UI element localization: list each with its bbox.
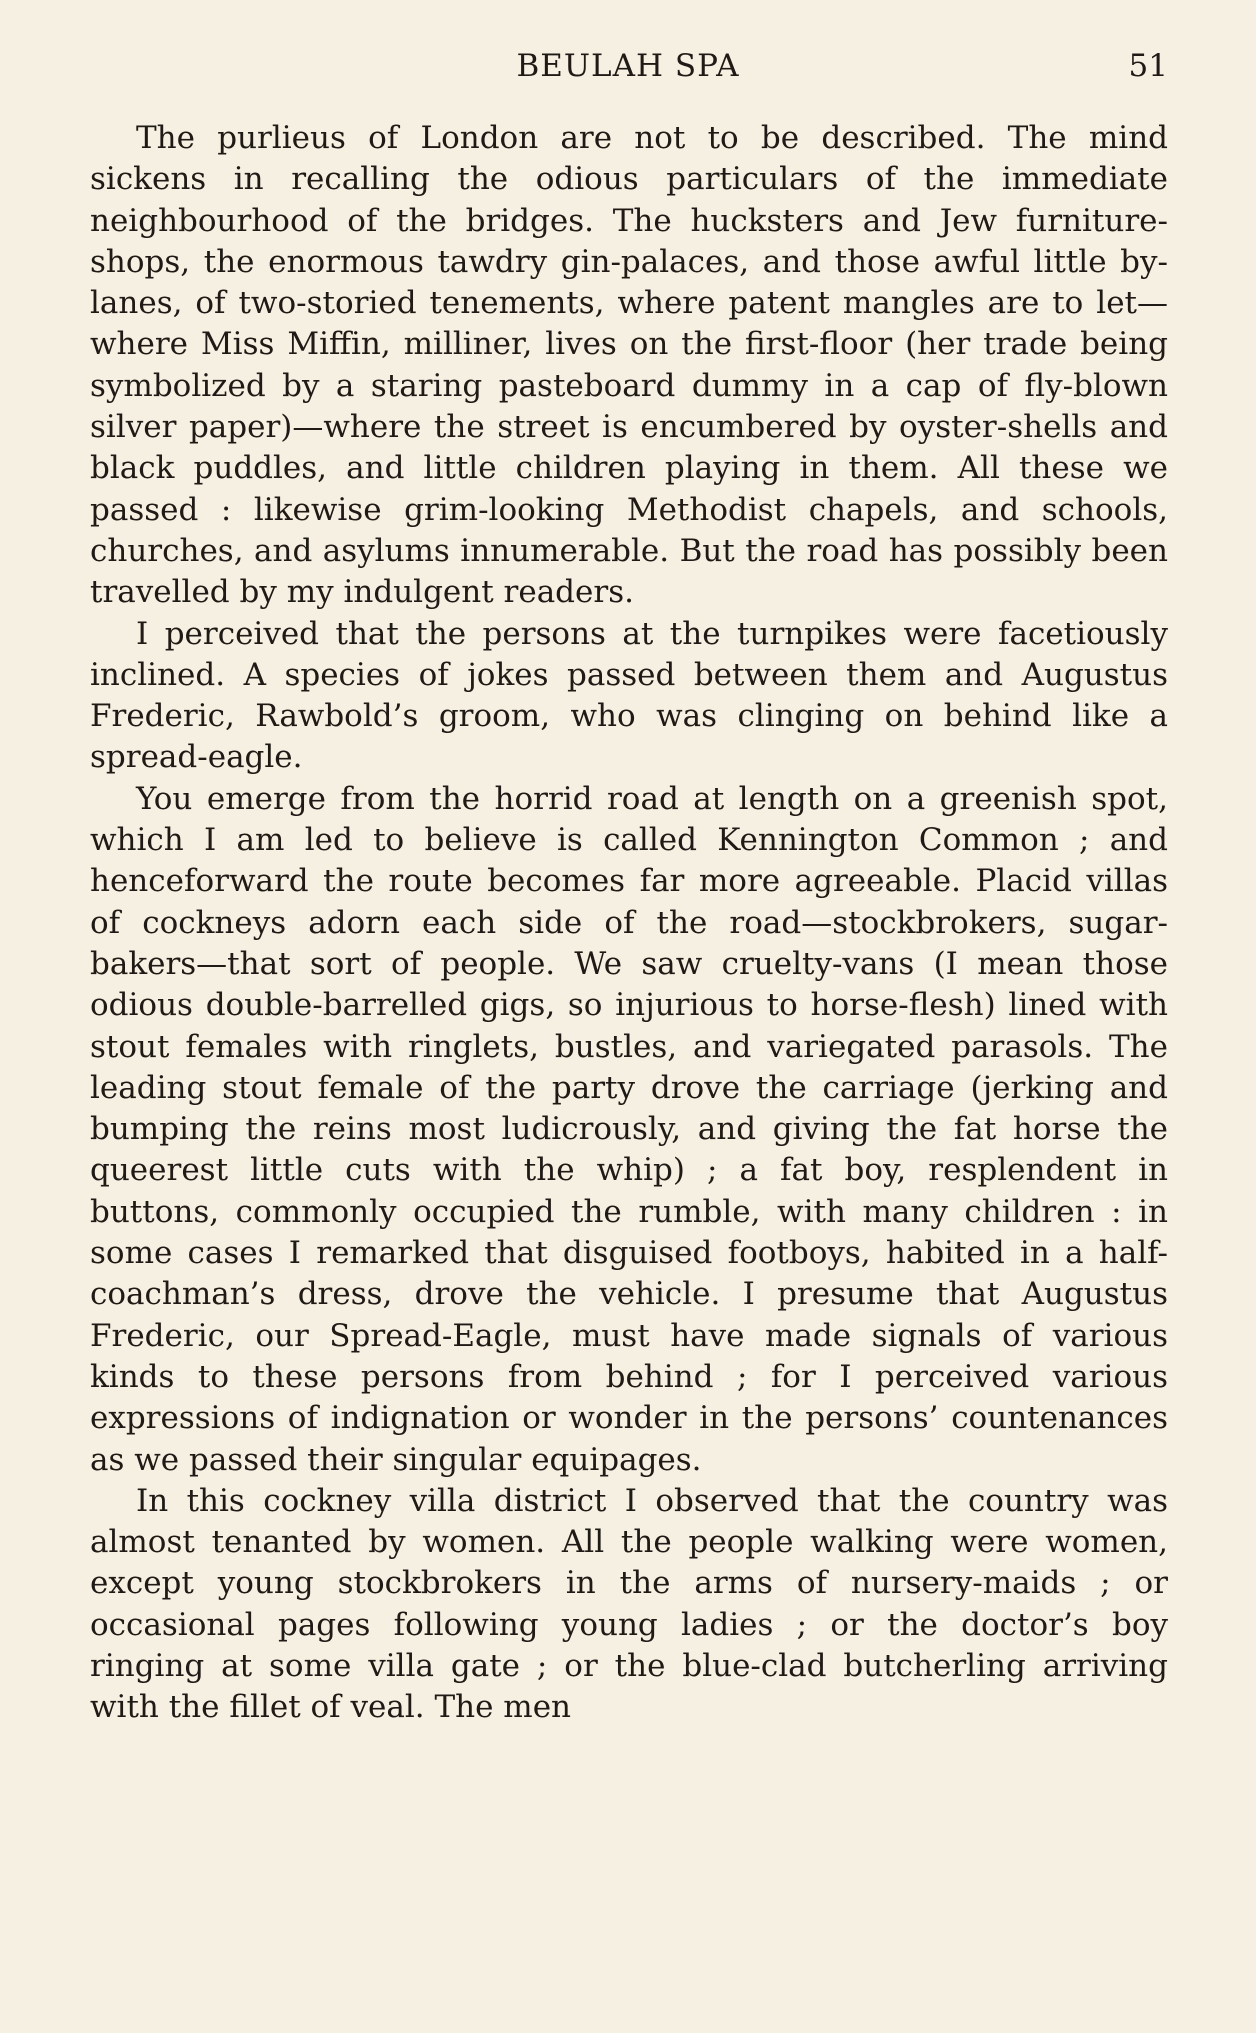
paragraph-1: The purlieus of London are not to be described. The mind sickens in recalling the odious particulars of the immediate neighbourhood of the bridges. The hucksters and Jew furniture-shops, the enormous tawdry gin-palaces, and those awful little by-lanes, of two-storied tenements, where patent mangles are to let—where Miss Miffin, milliner, lives on the first-floor (her trade being symbolized by a staring pasteboard dummy in a cap of fly-blown silver paper)—where the street is encumbered by oyster-shells and black puddles, and little children playing in them. All these we passed : likewise grim-looking Methodist chapels, and schools, churches, and asylums innumerable. But the road has possibly been travelled by my indulgent readers. xyxy=(90,120,1168,611)
paragraph-3: You emerge from the horrid road at length on a greenish spot, which I am led to believe is called Kennington Common ; and henceforward the route becomes far more agreeable. Placid villas of cockneys adorn each side of the road—stockbrokers, sugar-bakers—that sort of people. We saw cruelty-vans (I mean those odious double-barrelled gigs, so injurious to horse-flesh) lined with stout females with ringlets, bustles, and variegated parasols. The leading stout female of the party drove the carriage (jerking and bumping the reins most ludicrously, and giving the fat horse the queerest little cuts with the whip) ; a fat boy, resplendent in buttons, commonly occupied the rumble, with many children : in some cases I remarked that disguised footboys, habited in a half-coachman’s dress, drove the vehicle. I presume that Augustus Frederic, our Spread-Eagle, must have made signals of various kinds to these persons from behind ; for I perceived various expressions of indignation or wonder in the persons’ countenances as we passed their singular equipages. xyxy=(90,780,1168,1478)
running-head xyxy=(88,44,1168,90)
paragraph-2: I perceived that the persons at the turnpikes were facetiously inclined. A species of jokes passed between them and Augustus Frederic, Rawbold’s groom, who was clinging on behind like a spread-eagle. xyxy=(90,615,1168,776)
page-number: 51 xyxy=(1128,48,1168,84)
paragraph-4: In this cockney villa district I observed that the country was almost tenanted by women. All the people walking were women, except young stockbrokers in the arms of nursery-maids ; or occasional pages following young ladies ; or the doctor’s boy ringing at some villa gate ; or the blue-clad butcherling arriving with the fillet of veal. The men xyxy=(90,1482,1168,1726)
body-text xyxy=(90,118,1168,1729)
running-title: BEULAH SPA xyxy=(516,48,740,84)
